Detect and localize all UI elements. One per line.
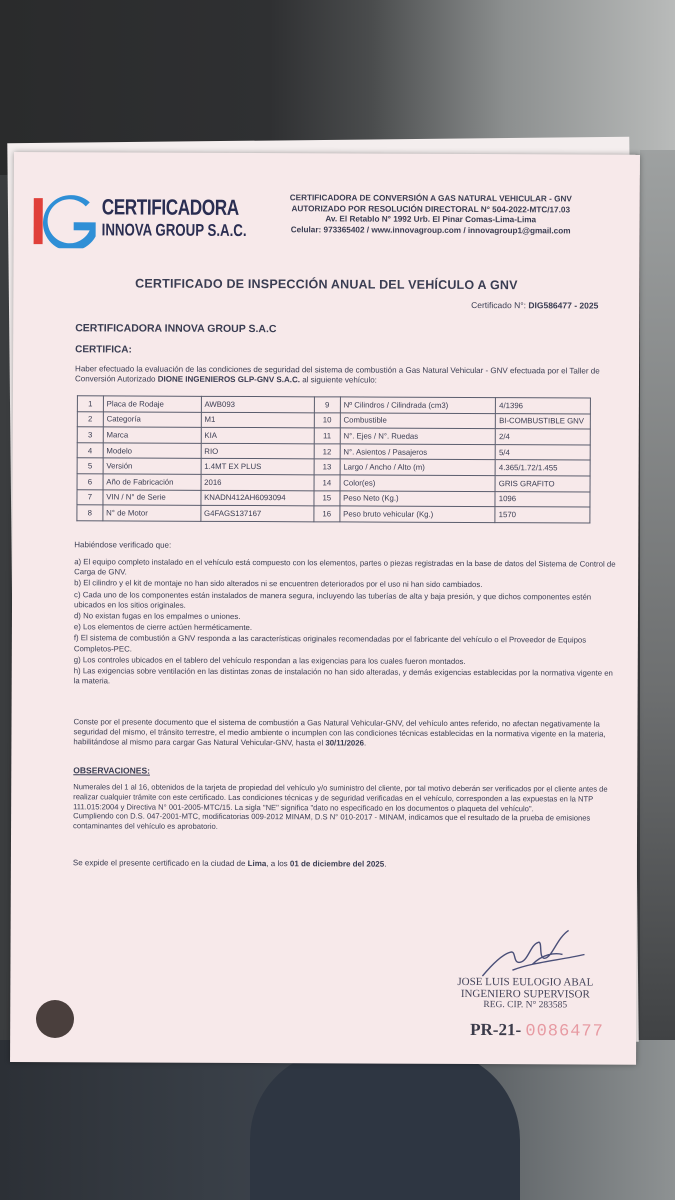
row-number: 7 xyxy=(77,489,103,505)
field-label: Marca xyxy=(103,427,201,443)
row-number: 3 xyxy=(77,427,103,443)
field-value: G4FAGS137167 xyxy=(201,505,314,521)
signer-name: JOSE LUIS EULOGIO ABAL xyxy=(457,975,594,989)
row-number: 10 xyxy=(314,412,340,428)
field-value: M1 xyxy=(201,412,314,428)
row-number: 13 xyxy=(314,459,340,475)
field-value: KNADN412AH6093094 xyxy=(201,490,314,506)
intro-paragraph xyxy=(75,364,605,386)
condition-item: b) El cilindro y el kit de montaje no han sido alterados ni se encuentren deteriorados por el uso ni han sido cambiados. xyxy=(74,578,483,590)
certificate-number xyxy=(393,300,598,311)
field-value: AWB093 xyxy=(201,396,314,412)
serial-value: 0086477 xyxy=(525,1022,604,1042)
field-label: Largo / Ancho / Alto (m) xyxy=(340,459,496,475)
conste-text: Conste por el presente documento que el sistema de combustión a Gas Natural Vehicular-GNV, del vehículo antes referido, no afectan negativamente la seguridad del mismo, el tránsito terrestre, el medio ambiente o incumplen con las condiciones técnicas establecidas en la normativa vigente en la materia, habilitándose al mismo para cargar Gas Natural Vehicular-GNV, hasta el xyxy=(73,717,606,748)
field-value: 5/4 xyxy=(495,444,590,460)
field-value: BI-COMBUSTIBLE GNV xyxy=(496,413,591,429)
signer-cip: REG. CIP. N° 283585 xyxy=(483,1000,568,1011)
field-label: Peso Neto (Kg.) xyxy=(340,490,496,506)
condition-item: e) Los elementos de cierre actúen herméticamente. xyxy=(73,622,253,633)
field-label: Nº Cilindros / Cilindrada (cm3) xyxy=(340,397,496,413)
row-number: 14 xyxy=(314,475,340,491)
field-value: 1096 xyxy=(495,491,590,507)
signer-block xyxy=(430,976,620,1011)
field-value: KIA xyxy=(201,428,314,444)
valid-until-date: 30/11/2026 xyxy=(325,738,364,748)
conste-paragraph xyxy=(73,717,613,750)
company-name: CERTIFICADORA INNOVA GROUP S.A.C xyxy=(75,322,277,336)
row-number: 16 xyxy=(314,506,340,522)
observaciones-text xyxy=(73,782,613,833)
header-line-4: Celular: 973365402 / www.innovagroup.com / innovagroup1@gmail.com xyxy=(290,224,571,235)
logo-text-sub: INNOVA GROUP S.A.C. xyxy=(101,220,247,241)
field-label: Versión xyxy=(103,458,201,474)
header-line-1: CERTIFICADORA DE CONVERSIÓN A GAS NATURAL VEHICULAR - GNV xyxy=(289,193,572,204)
row-number: 6 xyxy=(77,474,103,490)
field-label: Combustible xyxy=(340,413,496,429)
certificate-number-label: Certificado N°: xyxy=(471,299,527,311)
field-value: 2/4 xyxy=(495,429,590,445)
field-label: N°. Ejes / N°. Ruedas xyxy=(340,428,496,444)
field-value: 4.365/1.72/1.455 xyxy=(495,460,590,476)
row-number: 5 xyxy=(77,458,103,474)
observaciones-paragraph-1: Numerales del 1 al 16, obtenidos de la tarjeta de propiedad del vehículo y/o suministro del cliente, por tal motivo deberán ser verificados por el cliente antes de realizar cualquier trámite con este certificado. Las condiciones técnicas y de seguridad verificadas en el vehículo, corresponden a las expuestas en la NTP 111.015:2004 y Directiva N° 001-2005-MTC/15. La sigla "NE" significa "dato no especificado en los documentos o plaqueta del vehículo". xyxy=(73,782,608,813)
certifica-heading: CERTIFICA: xyxy=(75,344,132,356)
field-label: Color(es) xyxy=(340,475,496,491)
issue-text-end: . xyxy=(384,859,387,869)
condition-item: g) Los controles ubicados en el tablero del vehículo respondan a las exigencias para los cuales fueron montados. xyxy=(73,655,466,666)
header-line-3: Av. El Retablo N° 1992 Urb. El Pinar Comas-Lima-Lima xyxy=(325,214,537,225)
condition-item: d) No existan fugas en los empalmes o uniones. xyxy=(73,611,241,622)
field-label: VIN / N° de Serie xyxy=(103,489,201,505)
condition-item: a) El equipo completo instalado en el vehículo está compuesto con los elementos, partes o piezas registradas en la base de datos del Sistema de Control de Carga de GNV. xyxy=(74,557,616,577)
issue-statement xyxy=(73,858,387,868)
field-label: Placa de Rodaje xyxy=(103,396,201,412)
field-label: Peso bruto vehicular (Kg.) xyxy=(340,506,496,522)
logo-icon xyxy=(32,192,104,248)
issue-text-mid: , a los xyxy=(266,859,290,869)
document-title: CERTIFICADO DE INSPECCIÓN ANUAL DEL VEHÍCULO A GNV xyxy=(135,276,518,293)
serial-number xyxy=(470,1020,604,1042)
condition-item: c) Cada uno de los componentes están instalados de manera segura, incluyendo las tuberías de alta y baja presión, y que dichos componentes estén ubicados en los sitios originales. xyxy=(74,589,592,610)
field-value: 2016 xyxy=(201,474,314,490)
field-label: Modelo xyxy=(103,443,201,459)
row-number: 9 xyxy=(314,397,340,413)
row-number: 1 xyxy=(77,396,103,412)
issue-date: 01 de diciembre del 2025 xyxy=(289,859,385,869)
field-value: 1.4MT EX PLUS xyxy=(201,459,314,475)
intro-text: Haber efectuado la evaluación de las condiciones de seguridad del sistema de combustión a Gas Natural Vehicular - GNV efectuada por el Taller de Conversión Autorizado xyxy=(74,364,600,384)
intro-text-end: al siguiente vehículo: xyxy=(299,375,377,385)
certificate-page xyxy=(10,152,640,1065)
row-number: 4 xyxy=(77,443,103,459)
row-number: 11 xyxy=(314,428,340,444)
row-number: 8 xyxy=(77,505,103,521)
row-number: 12 xyxy=(314,444,340,460)
vehicle-table xyxy=(76,395,591,523)
verified-heading: Habiéndose verificado que: xyxy=(74,540,172,550)
signer-role: INGENIERO SUPERVISOR xyxy=(460,987,590,1001)
workshop-name: DIONE INGENIEROS GLP-GNV S.A.C. xyxy=(157,374,300,385)
company-logo xyxy=(32,190,247,253)
observaciones-paragraph-2: Cumpliendo con D.S. 047-2001-MTC, modificatorias 009-2012 MINAM, D.S N° 010-2017 - MINAM, indicamos que el resultado de la prueba de emisiones contaminantes del vehículo es aprobatorio. xyxy=(73,811,591,832)
field-value: 1570 xyxy=(495,507,590,523)
header-line-2: AUTORIZADO POR RESOLUCIÓN DIRECTORAL N° 504-2022-MTC/17.03 xyxy=(291,203,571,214)
condition-item: f) El sistema de combustión a GNV responda a las características originales recomendadas por el fabricante del vehículo o el Proveedor de Equipos Completos-PEC. xyxy=(73,633,587,654)
conste-text-end: . xyxy=(363,738,367,748)
background-leg xyxy=(250,1050,520,1200)
field-label: Año de Fabricación xyxy=(103,474,201,490)
table-row xyxy=(77,505,590,523)
paper-punch-hole xyxy=(36,1000,74,1038)
row-number: 15 xyxy=(314,490,340,506)
background-right xyxy=(640,150,675,1050)
logo-text-main: CERTIFICADORA xyxy=(101,194,239,220)
field-value: 4/1396 xyxy=(496,398,591,414)
observaciones-heading: OBSERVACIONES: xyxy=(73,765,150,776)
field-label: N°. Asientos / Pasajeros xyxy=(340,444,496,460)
header-info xyxy=(266,193,596,236)
certificate-number-value: DIG586477 - 2025 xyxy=(528,300,599,311)
field-value: RIO xyxy=(201,443,314,459)
serial-prefix: PR-21- xyxy=(470,1019,522,1040)
conditions-list xyxy=(74,557,620,690)
field-value: GRIS GRAFITO xyxy=(495,476,590,492)
field-label: N° de Motor xyxy=(103,505,201,521)
field-label: Categoría xyxy=(103,411,201,427)
issue-text: Se expide el presente certificado en la ciudad de xyxy=(72,858,248,869)
row-number: 2 xyxy=(77,411,103,427)
condition-item: h) Las exigencias sobre ventilación en las distintas zonas de instalación no han sido alteradas, y demás exigencias establecidas por la normativa vigente en la materia. xyxy=(73,666,613,686)
issue-city: Lima xyxy=(247,859,267,869)
